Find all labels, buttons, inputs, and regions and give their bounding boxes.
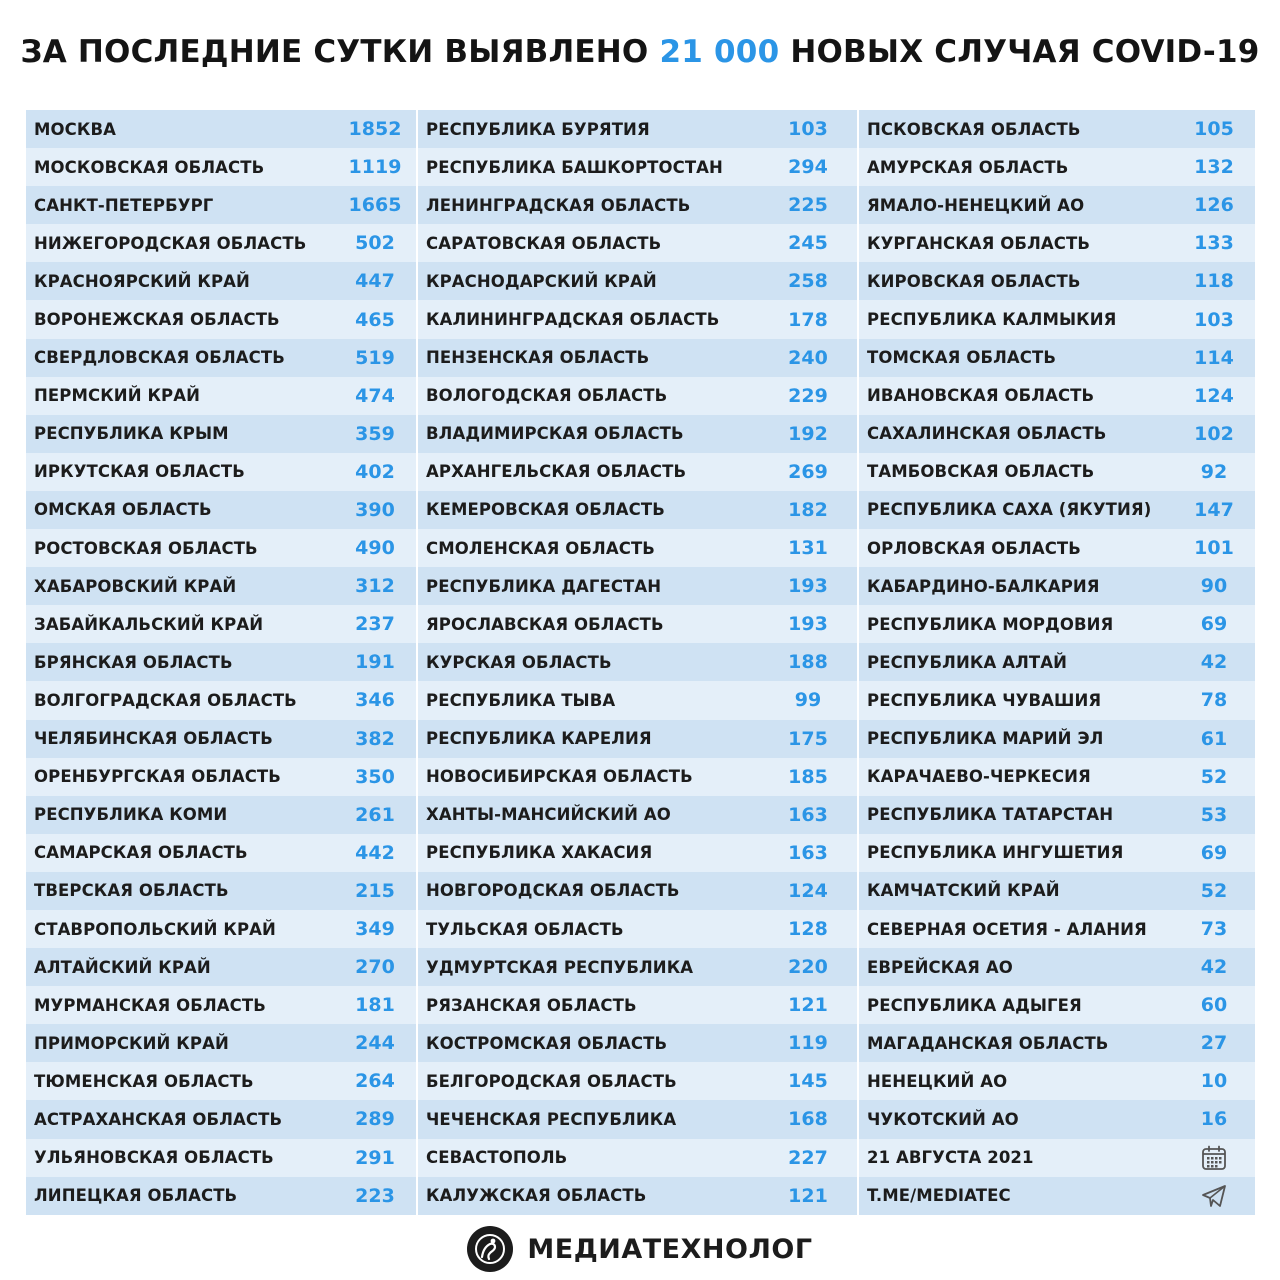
region-name: КУРСКАЯ ОБЛАСТЬ: [426, 652, 612, 672]
case-count: 178: [788, 308, 828, 331]
region-name: ЯМАЛО-НЕНЕЦКИЙ АО: [867, 195, 1085, 215]
region-name: НЕНЕЦКИЙ АО: [867, 1071, 1008, 1091]
telegram-link-text[interactable]: T.ME/MEDIATEC: [867, 1186, 1011, 1206]
table-row: [418, 339, 857, 377]
region-name: РЕСПУБЛИКА ТАТАРСТАН: [867, 805, 1114, 825]
table-row: [418, 186, 857, 224]
case-count: 119: [788, 1032, 828, 1055]
case-count: 133: [1194, 232, 1234, 255]
calendar-icon: [1173, 1144, 1255, 1172]
table-row: [418, 415, 857, 453]
table-row: [859, 758, 1255, 796]
region-name: СВЕРДЛОВСКАЯ ОБЛАСТЬ: [34, 348, 285, 368]
case-count: 502: [355, 232, 395, 255]
case-count: 225: [788, 194, 828, 217]
table-row: [418, 529, 857, 567]
case-count: 78: [1200, 689, 1228, 712]
region-name: ЧУКОТСКИЙ АО: [867, 1109, 1019, 1129]
table-row: [418, 1024, 857, 1062]
region-name: РЕСПУБЛИКА ХАКАСИЯ: [426, 843, 653, 863]
case-count: 442: [355, 841, 395, 864]
table-row: [26, 1062, 416, 1100]
region-name: КАМЧАТСКИЙ КРАЙ: [867, 881, 1060, 901]
table-row: [26, 224, 416, 262]
case-count: 193: [788, 613, 828, 636]
table-row: [859, 1100, 1255, 1138]
table-row: [26, 1139, 416, 1177]
case-count: 240: [788, 346, 828, 369]
region-name: МОСКВА: [34, 119, 116, 139]
table-row: [418, 453, 857, 491]
table-row: [26, 1024, 416, 1062]
region-name: ВОРОНЕЖСКАЯ ОБЛАСТЬ: [34, 310, 280, 330]
table-row: [859, 910, 1255, 948]
region-name: УЛЬЯНОВСКАЯ ОБЛАСТЬ: [34, 1148, 274, 1168]
table-row: [26, 948, 416, 986]
table-row: [418, 262, 857, 300]
table-row: [26, 910, 416, 948]
region-name: САХАЛИНСКАЯ ОБЛАСТЬ: [867, 424, 1107, 444]
case-count: 124: [1194, 384, 1234, 407]
case-count: 175: [788, 727, 828, 750]
title-prefix: ЗА ПОСЛЕДНИЕ СУТКИ ВЫЯВЛЕНО: [20, 34, 649, 70]
table-row: [418, 758, 857, 796]
case-count: 42: [1200, 651, 1228, 674]
footer: [0, 1226, 1280, 1272]
table-row: [418, 796, 857, 834]
region-name: ОРЕНБУРГСКАЯ ОБЛАСТЬ: [34, 767, 281, 787]
table-row: [26, 605, 416, 643]
region-name: РЕСПУБЛИКА АДЫГЕЯ: [867, 995, 1082, 1015]
case-count: 390: [355, 498, 395, 521]
case-count: 121: [788, 1184, 828, 1207]
table-row: [418, 986, 857, 1024]
telegram-icon[interactable]: [1173, 1182, 1255, 1210]
case-count: 215: [355, 879, 395, 902]
table-row: [859, 720, 1255, 758]
region-name: ОРЛОВСКАЯ ОБЛАСТЬ: [867, 538, 1081, 558]
region-name: КАРАЧАЕВО-ЧЕРКЕСИЯ: [867, 767, 1091, 787]
region-name: КАЛИНИНГРАДСКАЯ ОБЛАСТЬ: [426, 310, 720, 330]
case-count: 269: [788, 460, 828, 483]
region-name: ЧЕЛЯБИНСКАЯ ОБЛАСТЬ: [34, 729, 273, 749]
brand-logo-icon: [467, 1226, 513, 1272]
region-name: АМУРСКАЯ ОБЛАСТЬ: [867, 157, 1069, 177]
region-name: КАБАРДИНО-БАЛКАРИЯ: [867, 576, 1100, 596]
table-row: [26, 986, 416, 1024]
table-row: [418, 1177, 857, 1215]
region-name: АЛТАЙСКИЙ КРАЙ: [34, 957, 211, 977]
table-row: [418, 1062, 857, 1100]
region-name: СМОЛЕНСКАЯ ОБЛАСТЬ: [426, 538, 655, 558]
region-name: КЕМЕРОВСКАЯ ОБЛАСТЬ: [426, 500, 665, 520]
region-name: ЧЕЧЕНСКАЯ РЕСПУБЛИКА: [426, 1109, 677, 1129]
table-row: [418, 681, 857, 719]
case-count: 105: [1194, 118, 1234, 141]
case-count: 294: [788, 156, 828, 179]
case-count: 519: [355, 346, 395, 369]
region-name: ПРИМОРСКИЙ КРАЙ: [34, 1033, 229, 1053]
case-count: 147: [1194, 498, 1234, 521]
region-name: КИРОВСКАЯ ОБЛАСТЬ: [867, 271, 1081, 291]
table-row: [859, 1062, 1255, 1100]
table-row: [859, 681, 1255, 719]
table-row: [859, 186, 1255, 224]
case-count: 103: [1194, 308, 1234, 331]
table-row: [418, 1139, 857, 1177]
table-row: [26, 148, 416, 186]
case-count: 60: [1200, 994, 1228, 1017]
region-name: НИЖЕГОРОДСКАЯ ОБЛАСТЬ: [34, 233, 307, 253]
case-count: 1852: [348, 118, 402, 141]
case-count: 312: [355, 575, 395, 598]
table-row: [26, 262, 416, 300]
region-name: ЗАБАЙКАЛЬСКИЙ КРАЙ: [34, 614, 264, 634]
case-count: 1665: [348, 194, 402, 217]
table-row: [859, 986, 1255, 1024]
table-row: [418, 377, 857, 415]
case-count: 163: [788, 803, 828, 826]
case-count: 192: [788, 422, 828, 445]
page-title: [0, 34, 1280, 70]
region-name: ВЛАДИМИРСКАЯ ОБЛАСТЬ: [426, 424, 684, 444]
table-row: [26, 110, 416, 148]
table-row: [26, 453, 416, 491]
case-count: 90: [1200, 575, 1228, 598]
case-count: 264: [355, 1070, 395, 1093]
case-count: 244: [355, 1032, 395, 1055]
region-name: БРЯНСКАЯ ОБЛАСТЬ: [34, 652, 233, 672]
case-count: 103: [788, 118, 828, 141]
case-count: 237: [355, 613, 395, 636]
region-name: ИРКУТСКАЯ ОБЛАСТЬ: [34, 462, 245, 482]
case-count: 350: [355, 765, 395, 788]
case-count: 188: [788, 651, 828, 674]
region-name: РЕСПУБЛИКА ЧУВАШИЯ: [867, 690, 1102, 710]
table-row: [26, 491, 416, 529]
case-count: 291: [355, 1146, 395, 1169]
region-name: РЕСПУБЛИКА БУРЯТИЯ: [426, 119, 650, 139]
table-row: [859, 300, 1255, 338]
table-row: [418, 720, 857, 758]
region-name: МУРМАНСКАЯ ОБЛАСТЬ: [34, 995, 266, 1015]
region-name: ХАБАРОВСКИЙ КРАЙ: [34, 576, 237, 596]
region-name: КРАСНОДАРСКИЙ КРАЙ: [426, 271, 657, 291]
case-count: 61: [1200, 727, 1228, 750]
case-count: 191: [355, 651, 395, 674]
region-name: БЕЛГОРОДСКАЯ ОБЛАСТЬ: [426, 1071, 677, 1091]
title-highlight-count: 21 000: [659, 34, 780, 70]
table-row: [26, 720, 416, 758]
region-name: ЯРОСЛАВСКАЯ ОБЛАСТЬ: [426, 614, 664, 634]
case-count: 229: [788, 384, 828, 407]
region-name: ПЕРМСКИЙ КРАЙ: [34, 386, 201, 406]
region-name: ПСКОВСКАЯ ОБЛАСТЬ: [867, 119, 1081, 139]
case-count: 181: [355, 994, 395, 1017]
table-row: [418, 948, 857, 986]
case-count: 474: [355, 384, 395, 407]
case-count: 382: [355, 727, 395, 750]
region-name: ХАНТЫ-МАНСИЙСКИЙ АО: [426, 805, 671, 825]
table-row: [26, 834, 416, 872]
case-count: 92: [1200, 460, 1228, 483]
region-name: РЕСПУБЛИКА БАШКОРТОСТАН: [426, 157, 723, 177]
table-row: [859, 415, 1255, 453]
region-column-3: [859, 110, 1255, 1215]
table-row: [418, 1100, 857, 1138]
case-count: 168: [788, 1108, 828, 1131]
table-row: [418, 872, 857, 910]
region-name: РЕСПУБЛИКА ТЫВА: [426, 690, 616, 710]
table-row: [26, 377, 416, 415]
region-name: САНКТ-ПЕТЕРБУРГ: [34, 195, 214, 215]
region-name: ИВАНОВСКАЯ ОБЛАСТЬ: [867, 386, 1095, 406]
region-name: САРАТОВСКАЯ ОБЛАСТЬ: [426, 233, 662, 253]
region-name: РЕСПУБЛИКА САХА (ЯКУТИЯ): [867, 500, 1152, 520]
case-count: 42: [1200, 956, 1228, 979]
region-name: УДМУРТСКАЯ РЕСПУБЛИКА: [426, 957, 694, 977]
case-count: 114: [1194, 346, 1234, 369]
table-row: [859, 491, 1255, 529]
table-row: [859, 796, 1255, 834]
table-row: [418, 110, 857, 148]
table-row: [418, 605, 857, 643]
case-count: 53: [1200, 803, 1228, 826]
region-name: ТОМСКАЯ ОБЛАСТЬ: [867, 348, 1057, 368]
table-row: [859, 262, 1255, 300]
region-name: РЕСПУБЛИКА МАРИЙ ЭЛ: [867, 729, 1104, 749]
table-row: [859, 110, 1255, 148]
case-count: 99: [794, 689, 822, 712]
region-name: НОВГОРОДСКАЯ ОБЛАСТЬ: [426, 881, 680, 901]
table-row: [26, 300, 416, 338]
table-row: [859, 948, 1255, 986]
case-count: 27: [1200, 1032, 1228, 1055]
region-name: КОСТРОМСКАЯ ОБЛАСТЬ: [426, 1033, 668, 1053]
table-row: [859, 872, 1255, 910]
case-count: 261: [355, 803, 395, 826]
case-count: 490: [355, 537, 395, 560]
region-name: ЕВРЕЙСКАЯ АО: [867, 957, 1013, 977]
case-count: 163: [788, 841, 828, 864]
region-name: РЕСПУБЛИКА КАРЕЛИЯ: [426, 729, 652, 749]
region-name: РЕСПУБЛИКА АЛТАЙ: [867, 652, 1068, 672]
case-count: 270: [355, 956, 395, 979]
case-count: 73: [1200, 918, 1228, 941]
region-name: АСТРАХАНСКАЯ ОБЛАСТЬ: [34, 1109, 283, 1129]
region-name: РЕСПУБЛИКА ДАГЕСТАН: [426, 576, 662, 596]
region-name: КАЛУЖСКАЯ ОБЛАСТЬ: [426, 1186, 647, 1206]
table-row: [26, 567, 416, 605]
region-name: РЕСПУБЛИКА КРЫМ: [34, 424, 229, 444]
region-name: СЕВЕРНАЯ ОСЕТИЯ - АЛАНИЯ: [867, 919, 1147, 939]
case-count: 220: [788, 956, 828, 979]
case-count: 359: [355, 422, 395, 445]
table-row: [26, 339, 416, 377]
region-column-2: [418, 110, 857, 1215]
region-name: РОСТОВСКАЯ ОБЛАСТЬ: [34, 538, 258, 558]
case-count: 402: [355, 460, 395, 483]
table-row: [26, 872, 416, 910]
table-row: [26, 415, 416, 453]
case-count: 258: [788, 270, 828, 293]
case-count: 102: [1194, 422, 1234, 445]
case-count: 10: [1200, 1070, 1228, 1093]
table-row: [859, 605, 1255, 643]
case-count: 132: [1194, 156, 1234, 179]
region-name: РЕСПУБЛИКА ИНГУШЕТИЯ: [867, 843, 1124, 863]
table-row: [859, 1024, 1255, 1062]
table-row: [26, 186, 416, 224]
table-row: [859, 453, 1255, 491]
case-count: 52: [1200, 879, 1228, 902]
case-count: 69: [1200, 841, 1228, 864]
case-count: 465: [355, 308, 395, 331]
region-name: ОМСКАЯ ОБЛАСТЬ: [34, 500, 212, 520]
region-name: СТАВРОПОЛЬСКИЙ КРАЙ: [34, 919, 276, 939]
table-row: [418, 834, 857, 872]
table-row: [418, 148, 857, 186]
table-row: [26, 1100, 416, 1138]
case-count: 124: [788, 879, 828, 902]
table-row: [418, 643, 857, 681]
table-row: [859, 377, 1255, 415]
region-name: КРАСНОЯРСКИЙ КРАЙ: [34, 271, 250, 291]
title-suffix: НОВЫХ СЛУЧАЯ COVID-19: [790, 34, 1260, 70]
case-count: 69: [1200, 613, 1228, 636]
table-row: [859, 567, 1255, 605]
date-text: 21 АВГУСТА 2021: [867, 1148, 1034, 1168]
table-row: [859, 834, 1255, 872]
region-name: САМАРСКАЯ ОБЛАСТЬ: [34, 843, 248, 863]
table-row: [26, 681, 416, 719]
case-count: 349: [355, 918, 395, 941]
date-row: [859, 1139, 1255, 1177]
table-row: [26, 643, 416, 681]
case-count: 245: [788, 232, 828, 255]
table-row: [418, 300, 857, 338]
table-row: [26, 529, 416, 567]
case-count: 289: [355, 1108, 395, 1131]
case-count: 128: [788, 918, 828, 941]
case-count: 131: [788, 537, 828, 560]
table-row: [418, 491, 857, 529]
region-name: РЕСПУБЛИКА КАЛМЫКИЯ: [867, 310, 1117, 330]
table-row: [418, 910, 857, 948]
region-name: РЕСПУБЛИКА КОМИ: [34, 805, 228, 825]
case-count: 52: [1200, 765, 1228, 788]
case-count: 193: [788, 575, 828, 598]
table-row: [26, 1177, 416, 1215]
region-name: ВОЛГОГРАДСКАЯ ОБЛАСТЬ: [34, 690, 297, 710]
table-row: [859, 529, 1255, 567]
region-name: СЕВАСТОПОЛЬ: [426, 1148, 568, 1168]
region-name: ТВЕРСКАЯ ОБЛАСТЬ: [34, 881, 229, 901]
region-name: МАГАДАНСКАЯ ОБЛАСТЬ: [867, 1033, 1109, 1053]
case-count: 121: [788, 994, 828, 1017]
table-row: [418, 224, 857, 262]
case-count: 447: [355, 270, 395, 293]
region-name: РЕСПУБЛИКА МОРДОВИЯ: [867, 614, 1114, 634]
case-count: 101: [1194, 537, 1234, 560]
table-row: [859, 148, 1255, 186]
case-count: 1119: [348, 156, 402, 179]
table-row: [859, 643, 1255, 681]
region-name: РЯЗАНСКАЯ ОБЛАСТЬ: [426, 995, 637, 1015]
table-row: [26, 758, 416, 796]
table-row: [418, 567, 857, 605]
case-count: 346: [355, 689, 395, 712]
case-count: 145: [788, 1070, 828, 1093]
case-count: 223: [355, 1184, 395, 1207]
region-name: ЛЕНИНГРАДСКАЯ ОБЛАСТЬ: [426, 195, 691, 215]
case-count: 118: [1194, 270, 1234, 293]
case-count: 126: [1194, 194, 1234, 217]
region-name: ТАМБОВСКАЯ ОБЛАСТЬ: [867, 462, 1095, 482]
case-count: 227: [788, 1146, 828, 1169]
region-name: ЛИПЕЦКАЯ ОБЛАСТЬ: [34, 1186, 238, 1206]
table-row: [859, 224, 1255, 262]
region-column-1: [26, 110, 416, 1215]
case-count: 185: [788, 765, 828, 788]
region-name: АРХАНГЕЛЬСКАЯ ОБЛАСТЬ: [426, 462, 687, 482]
region-name: МОСКОВСКАЯ ОБЛАСТЬ: [34, 157, 265, 177]
region-name: ПЕНЗЕНСКАЯ ОБЛАСТЬ: [426, 348, 650, 368]
brand-name: МЕДИАТЕХНОЛОГ: [527, 1233, 813, 1265]
case-count: 182: [788, 498, 828, 521]
telegram-row[interactable]: [859, 1177, 1255, 1215]
region-name: КУРГАНСКАЯ ОБЛАСТЬ: [867, 233, 1091, 253]
region-name: ТУЛЬСКАЯ ОБЛАСТЬ: [426, 919, 624, 939]
table-row: [859, 339, 1255, 377]
region-name: ВОЛОГОДСКАЯ ОБЛАСТЬ: [426, 386, 668, 406]
table-row: [26, 796, 416, 834]
region-name: ТЮМЕНСКАЯ ОБЛАСТЬ: [34, 1071, 254, 1091]
case-count: 16: [1200, 1108, 1228, 1131]
region-name: НОВОСИБИРСКАЯ ОБЛАСТЬ: [426, 767, 693, 787]
